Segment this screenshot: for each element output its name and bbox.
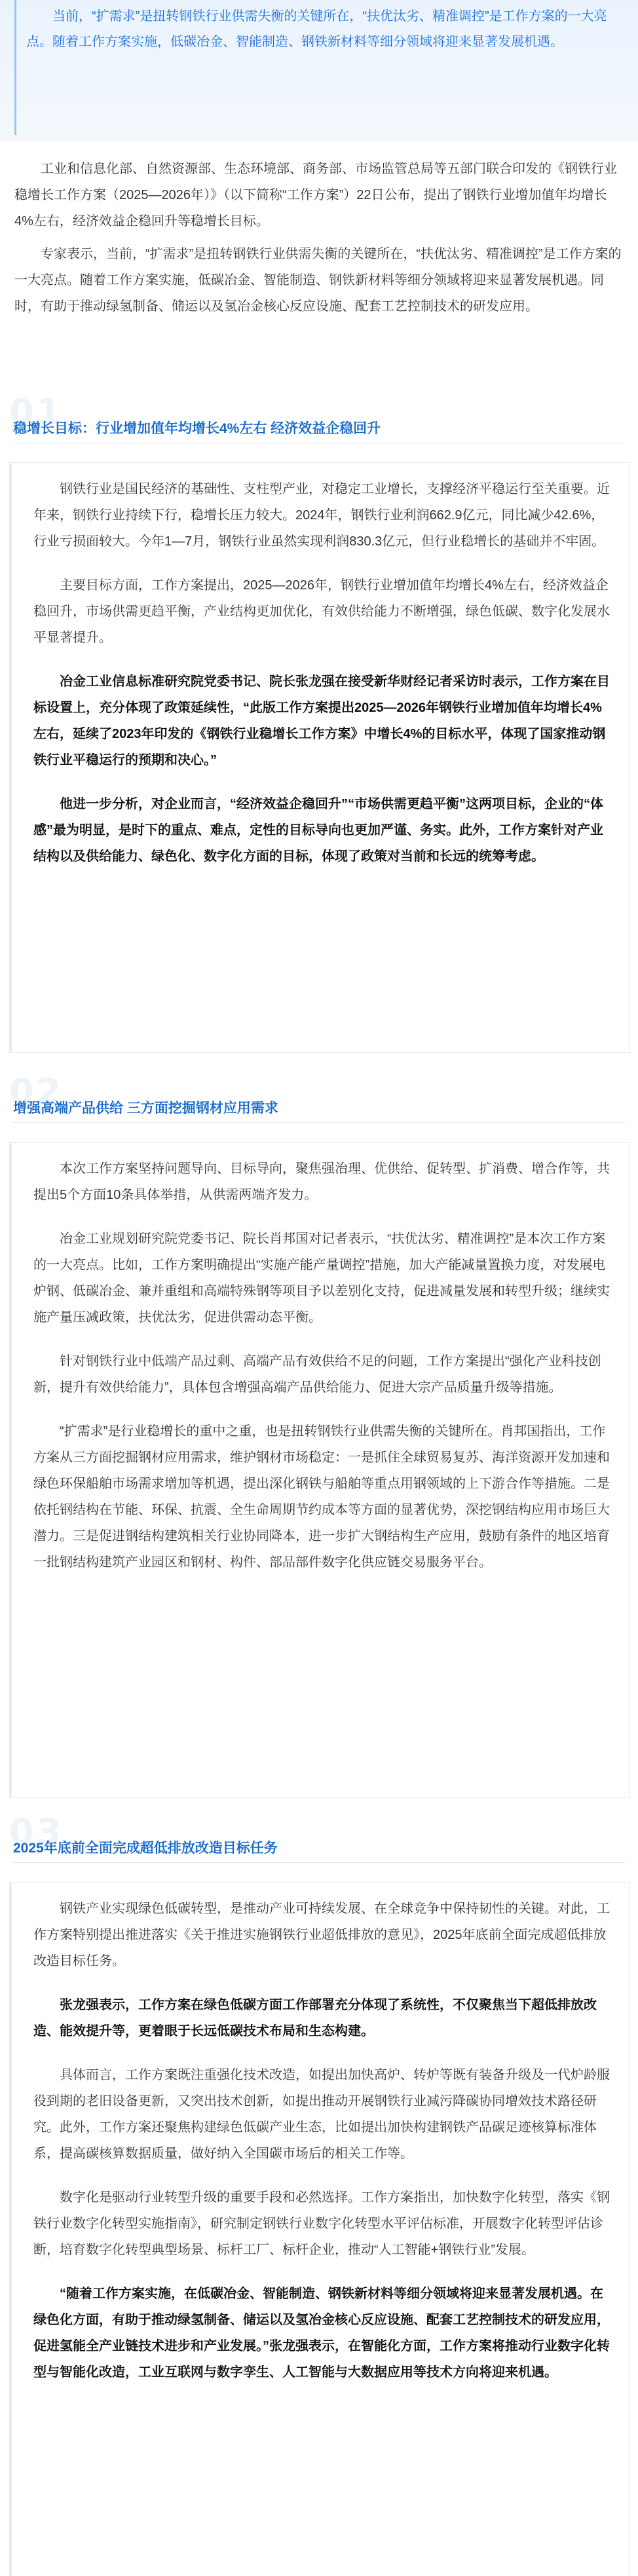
section-paragraph-bold: 他进一步分析，对企业而言，“经济效益企稳回升”“市场供需更趋平衡”这两项目标，企业的“体感”最为明显，是时下的重点、难点，定性的目标导向也更加严谨、务实。此外，工作方案针对产业结构以及供给能力、绿色化、数字化方面的目标，体现了政策对当前和长远的统筹考虑。 xyxy=(33,797,603,864)
lead-box xyxy=(0,0,638,141)
section-paragraph: 主要目标方面，工作方案提出，2025—2026年，钢铁行业增加值年均增长4%左右，经济效益企稳回升，市场供需更趋平衡，产业结构更加优化，有效供给能力不断增强，绿色低碳、数字化发展水平显著提升。 xyxy=(33,578,610,645)
section-paragraph: 本次工作方案坚持问题导向、目标导向，聚焦强治理、优供给、促转型、扩消费、增合作等，共提出5个方面10条具体举措，从供需两端齐发力。 xyxy=(33,1162,610,1202)
section-paragraph: 钢铁行业是国民经济的基础性、支柱型产业，对稳定工业增长，支撑经济平稳运行至关重要。近年来，钢铁行业持续下行，稳增长压力较大。2024年，钢铁行业利润662.9亿元，同比减少42.6%，行业亏损面较大。今年1—7月，钢铁行业虽然实现利润830.3亿元，但行业稳增长的基础并不牢固。 xyxy=(33,482,610,549)
section-paragraph: “扩需求”是行业稳增长的重中之重，也是扭转钢铁行业供需失衡的关键所在。肖邦国指出，工作方案从三方面挖掘钢材应用需求，维护钢材市场稳定：一是抓住全球贸易复苏、海洋资源开发加速和绿色环保船舶市场需求增加等机遇，提出深化钢铁与船舶等重点用钢领域的上下游合作等措施。二是依托钢结构在节能、环保、抗震、全生命周期节约成本等方面的显著优势，深挖钢结构应用市场巨大潜力。三是促进钢结构建筑相关行业协同降本，进一步扩大钢结构生产应用，鼓励有条件的地区培育一批钢结构建筑产业园区和钢材、构件、部品部件数字化供应链交易服务平台。 xyxy=(33,1424,610,1570)
section-paragraph: 具体而言，工作方案既注重强化技术改造，如提出加快高炉、转炉等既有装备升级及一代炉龄服役到期的老旧设备更新，又突出技术创新，如提出推动开展钢铁行业减污降碳协同增效技术路径研究。此外，工作方案还聚焦构建绿色低碳产业生态，比如提出加快构建钢铁产品碳足迹核算标准体系，提高碳核算数据质量，做好纳入全国碳市场后的相关工作等。 xyxy=(33,2068,610,2161)
section-box xyxy=(9,1882,630,2576)
section-number: 01 xyxy=(9,392,64,433)
section-header xyxy=(0,392,638,457)
section-divider xyxy=(13,1122,625,1123)
section-paragraph-bold: “随着工作方案实施，在低碳冶金、智能制造、钢铁新材料等细分领域将迎来显著发展机遇。在绿色化方面，有助于推动绿氢制备、储运以及氢冶金核心反应设施、配套工艺控制技术的研发应用，促进氢能全产业链技术进步和产业发展。”张龙强表示，在智能化方面，工作方案将推动行业数字化转型与智能化改造，工业互联网与数字孪生、人工智能与大数据应用等技术方向将迎来机遇。 xyxy=(33,2287,610,2380)
intro-paragraph: 专家表示，当前，“扩需求”是扭转钢铁行业供需失衡的关键所在，“扶优汰劣、精准调控”是工作方案的一大亮点。随着工作方案实施，低碳冶金、智能制造、钢铁新材料等细分领域将迎来显著发展机遇。同时，有助于推动绿氢制备、储运以及氢冶金核心反应设施、配套工艺控制技术的研发应用。 xyxy=(14,247,622,314)
section-paragraph: 冶金工业规划研究院党委书记、院长肖邦国对记者表示，“扶优汰劣、精准调控”是本次工作方案的一大亮点。比如，工作方案明确提出“实施产能产量调控”措施，加大产能减量置换力度，对发展电炉钢、低碳冶金、兼并重组和高端特殊钢等项目予以差别化支持，促进减量发展和转型升级；继续实施产量压减政策，扶优汰劣，促进供需动态平衡。 xyxy=(33,1232,610,1325)
section-number: 03 xyxy=(9,1811,64,1852)
section-paragraph: 钢铁产业实现绿色低碳转型，是推动产业可持续发展、在全球竞争中保持韧性的关键。对此，工作方案特别提出推进落实《关于推进实施钢铁行业超低排放的意见》，2025年底前全面完成超低排放改造目标任务。 xyxy=(33,1902,610,1968)
section-box xyxy=(9,462,630,1053)
section-paragraph: 数字化是驱动行业转型升级的重要手段和必然选择。工作方案指出，加快数字化转型，落实《钢铁行业数字化转型实施指南》，研究制定钢铁行业数字化转型水平评估标准，开展数字化转型评估诊断，培育数字化转型典型场景、标杆工厂、标杆企业，推动“人工智能+钢铁行业”发展。 xyxy=(33,2190,610,2257)
lead-accent-bar xyxy=(14,0,16,135)
section-box xyxy=(9,1142,630,1798)
section-title: 稳增长目标：行业增加值年均增长4%左右 经济效益企稳回升 xyxy=(13,421,381,436)
section-header xyxy=(0,1071,638,1137)
section-number: 02 xyxy=(9,1071,64,1113)
section-paragraph-bold: 冶金工业信息标准研究院党委书记、院长张龙强在接受新华财经记者采访时表示，工作方案在目标设置上，充分体现了政策延续性，“此版工作方案提出2025—2026年钢铁行业增加值年均增长4%左右，延续了2023年印发的《钢铁行业稳增长工作方案》中增长4%的目标水平，体现了国家推动钢铁行业平稳运行的预期和决心。” xyxy=(33,674,610,767)
section-divider xyxy=(13,1862,625,1863)
intro-paragraph: 工业和信息化部、自然资源部、生态环境部、商务部、市场监管总局等五部门联合印发的《钢铁行业稳增长工作方案（2025—2026年）》（以下简称“工作方案”）22日公布，提出了钢铁行业增加值年均增长4%左右，经济效益企稳回升等稳增长目标。 xyxy=(14,162,617,229)
lead-text: 当前，“扩需求”是扭转钢铁行业供需失衡的关键所在，“扶优汰劣、精准调控”是工作方案的一大亮点。随着工作方案实施，低碳冶金、智能制造、钢铁新材料等细分领域将迎来显著发展机遇。 xyxy=(26,9,607,49)
section-paragraph-bold: 张龙强表示，工作方案在绿色低碳方面工作部署充分体现了系统性，不仅聚焦当下超低排放改造、能效提升等，更着眼于长远低碳技术布局和生态构建。 xyxy=(33,1998,597,2038)
section-title: 2025年底前全面完成超低排放改造目标任务 xyxy=(13,1841,278,1856)
section-header xyxy=(0,1811,638,1877)
section-title: 增强高端产品供给 三方面挖掘钢材应用需求 xyxy=(13,1101,278,1116)
section-paragraph: 针对钢铁行业中低端产品过剩、高端产品有效供给不足的问题，工作方案提出“强化产业科技创新，提升有效供给能力”，具体包含增强高端产品供给能力、促进大宗产品质量升级等措施。 xyxy=(33,1354,601,1395)
